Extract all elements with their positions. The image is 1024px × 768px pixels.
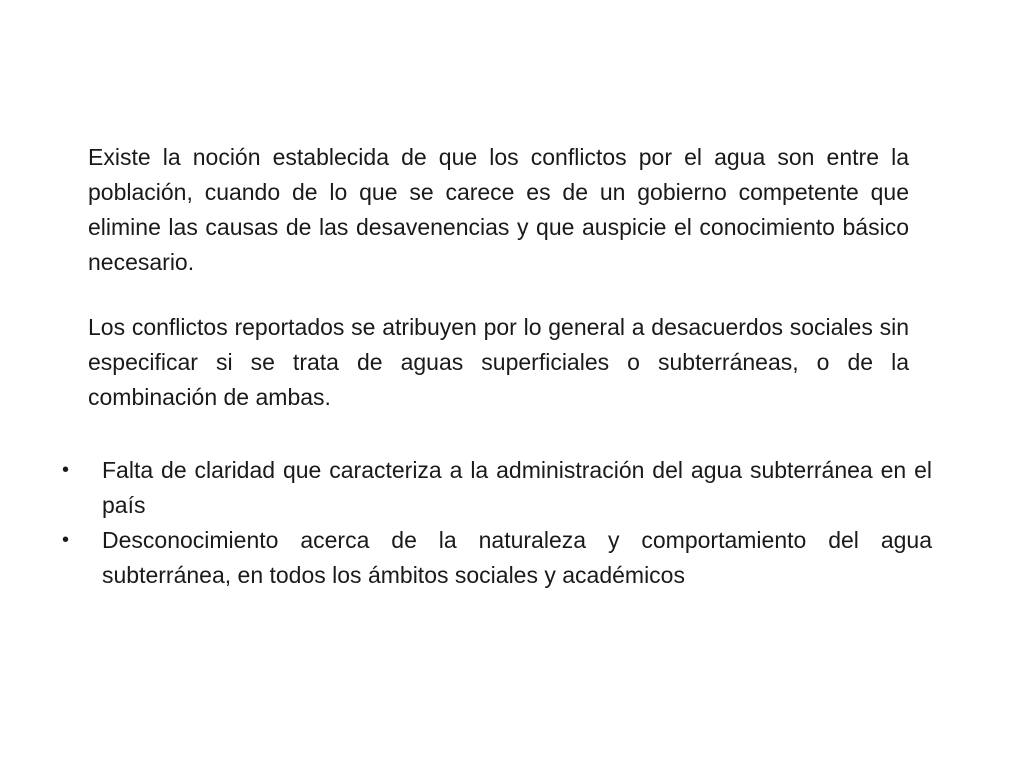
paragraph-reported-conflicts: Los conflictos reportados se atribuyen por lo general a desacuerdos sociales sin especificar si se trata de aguas superficiales o subterráneas, o de la combinación de ambas. — [88, 314, 909, 410]
bullet-item-knowledge — [60, 523, 932, 593]
bullet-item-administration — [60, 453, 932, 523]
paragraph-conflicts-notion: Existe la noción establecida de que los conflictos por el agua son entre la población, cuando de lo que se carece es de un gobierno competente que elimine las causas de las desavenencias y que auspicie el conocimiento básico necesario. — [88, 144, 909, 275]
bullet-text: Falta de claridad que caracteriza a la administración del agua subterránea en el país — [102, 457, 932, 518]
bullet-text: Desconocimiento acerca de la naturaleza y comportamiento del agua subterránea, en todos los ámbitos sociales y académicos — [102, 527, 932, 588]
bullet-marker: • — [62, 459, 70, 481]
bullet-marker: • — [62, 529, 70, 551]
bullet-list — [60, 453, 932, 593]
